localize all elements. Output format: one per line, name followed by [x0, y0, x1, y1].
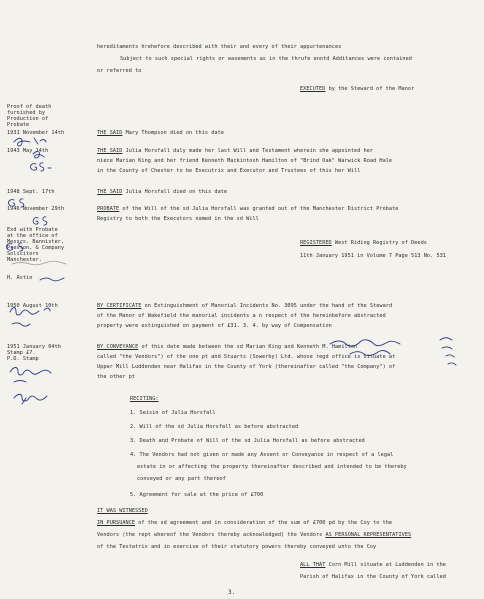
- recital-item: 2. Will of the sd Julia Horsfall as before abstracted: [130, 424, 299, 430]
- page-number: 3.: [228, 589, 236, 596]
- all-that-text: Corn Mill situate at Luddenden in the: [325, 562, 446, 568]
- registered-heading: REGISTERED: [300, 240, 332, 246]
- body-line: called "the Vendors") of the one pt and Stuarts (Sowerby) Ltd. whose regd office is situate at: [97, 354, 396, 360]
- margin-signature-note: H. Astin: [7, 275, 33, 281]
- recital-item: 3. Death and Probate of Will of the sd Julia Horsfall as before abstracted: [130, 438, 365, 444]
- recital-heading: THE SAID: [97, 189, 123, 195]
- handwritten-note-right-2: [350, 351, 390, 356]
- body-line: Subject to such special rights or easements as in the thrufe enntd Additances were contained: [120, 56, 412, 62]
- margin-note: Preston, & Company: [7, 245, 65, 251]
- margin-note: Manchester.: [7, 257, 42, 263]
- margin-note: Proof of death: [7, 104, 52, 110]
- body-line: Upper Mill Luddenden near Halifax in the County of York (thereinafter called "the Company") of: [97, 364, 396, 370]
- pursuance-text: of the sd agreement and in consideration of the sum of £700 pd by the Coy to the: [135, 520, 393, 526]
- margin-stamp: P.D. Stamp: [7, 356, 39, 362]
- body-line: property were extinguished on payment of £31. 3. 4. by way of Compensation: [97, 323, 332, 329]
- recital-heading: THE SAID: [97, 148, 123, 154]
- body-line: Registry to both the Executors named in the sd Will: [97, 216, 259, 222]
- personal-representatives-heading: AS PERSONAL REPRESENTATIVES: [325, 532, 412, 538]
- recital-item-cont: estate in or affecting the property thereinafter described and intended to be thereby: [137, 464, 407, 470]
- reciting-heading: RECITING:: [130, 396, 159, 402]
- margin-note: Solicitors: [7, 251, 39, 257]
- body-line: of the Manor of Wakefield the manorial incidents a n respect of the hereinbefore abstracted: [97, 313, 386, 319]
- margin-note: furnished by: [7, 110, 46, 116]
- margin-date: 1951 January 04th: [7, 344, 61, 350]
- certificate-text: on Extinguishment of Manorial Incidents No. 3095 under the hand of the Steward: [141, 303, 393, 309]
- conveyance-heading: BY CONVEYANCE: [97, 344, 139, 350]
- handwritten-initials-2: [33, 152, 44, 158]
- recital-text: Julia Horsfall duly made her last Will and Testament wherein she appointed her: [122, 148, 374, 154]
- margin-note: Messrs. Bannister,: [7, 239, 65, 245]
- margin-note: Production of: [7, 116, 49, 122]
- executed-text: by the Steward of the Manor: [325, 86, 415, 92]
- margin-date: 1931 November 14th: [7, 130, 65, 136]
- margin-note: Probate: [7, 122, 30, 128]
- recital-item: 4. The Vendors had not given or made any Assent or Conveyance in respect of a legal: [130, 452, 394, 458]
- witnessed-heading: IT WAS WITNESSED: [97, 508, 148, 514]
- pursuance-heading: IN PURSUANCE: [97, 520, 136, 526]
- recital-heading: THE SAID: [97, 130, 123, 136]
- body-line: hereditaments hrehefore described with their and every of their appurtenances: [97, 44, 342, 50]
- handwritten-signature-1: [10, 308, 50, 327]
- handwritten-scribble-1: [40, 278, 64, 281]
- handwritten-gs-2: [8, 199, 23, 207]
- handwritten-note-right-3: [440, 338, 456, 365]
- faint-pencil-note: [12, 261, 66, 265]
- recital-text: Julia Horsfall died on this date: [122, 189, 228, 195]
- recital-item: 1. Seisin of Julia Horsfall: [130, 410, 216, 416]
- handwritten-signature-2: [10, 368, 51, 383]
- recital-item-cont: conveyed or any part thereof: [137, 476, 226, 482]
- body-line: niece Marian King and her friend Kenneth Mackintosh Hamilton of "Brind Oak" Warwick Road Hale: [97, 158, 393, 164]
- margin-date: 1948 Sept. 17th: [7, 189, 55, 195]
- conveyance-text: of this date made between the sd Marian King and Kenneth M. Hamilton: [138, 344, 358, 350]
- margin-date: 1950 August 10th: [7, 303, 58, 309]
- handwritten-gs-4: [6, 243, 22, 251]
- margin-note: Exd with Probate: [7, 227, 58, 233]
- recital-text: Mary Thompson died on this date: [122, 130, 224, 136]
- body-line: in the County of Chester to be Executrix and Executor and Trustees of this her Will: [97, 168, 361, 174]
- handwritten-signature-3: [14, 394, 47, 404]
- executed-heading: EXECUTED: [300, 86, 326, 92]
- registered-text: West Riding Registry of Deeds: [331, 240, 427, 246]
- body-line: of the Testatrix and in exercise of their statutory powers thereby conveyed unto the Coy: [97, 544, 377, 550]
- all-that-heading: ALL THAT: [300, 562, 326, 568]
- margin-stamp: Stamp £7.: [7, 350, 36, 356]
- body-line: or referred to: [97, 68, 142, 74]
- handwritten-note-right-1: [330, 340, 400, 346]
- margin-date: 1943 May 14th: [7, 148, 49, 154]
- body-line: Parish of Halifax in the County of York called: [300, 574, 446, 580]
- handwritten-initials-1: [14, 138, 46, 146]
- margin-note: at the office of: [7, 233, 58, 239]
- recital-item: 5. Agreement for sale at the price of £700: [130, 492, 264, 498]
- registered-detail: 11th January 1951 in Volume 7 Page 513 No. 531: [300, 253, 446, 259]
- pursuance-text: Vendors (the rept whereof the Vendors thereby acknowledged) the Vendors: [97, 532, 323, 538]
- recital-text: of the Will of the sd Julia Horsfall was granted out of the Manchester District Probate: [119, 206, 399, 212]
- recital-heading: PROBATE: [97, 206, 120, 212]
- body-line: the other pt: [97, 374, 136, 380]
- certificate-heading: BY CERTIFICATE: [97, 303, 142, 309]
- handwritten-gs-3: [33, 217, 47, 225]
- margin-date: 1946 November 29th: [7, 206, 65, 212]
- handwritten-gs-1: [30, 163, 51, 171]
